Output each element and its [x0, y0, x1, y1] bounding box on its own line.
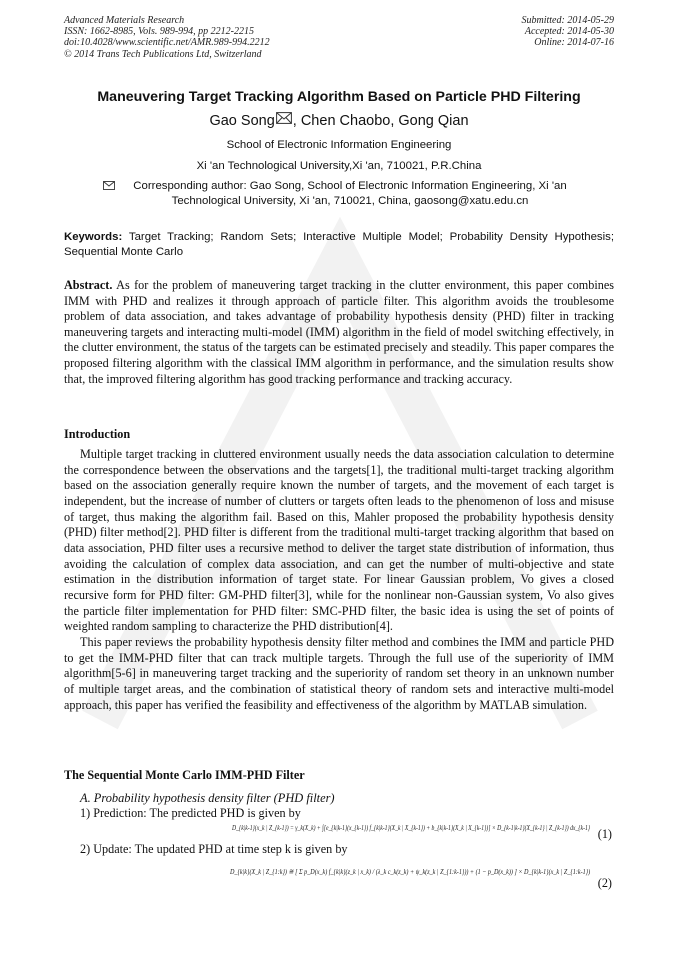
- keywords: [64, 230, 614, 261]
- keywords-text: Target Tracking; Random Sets; Interactive Multiple Model; Probability Density Hypothesis; Sequential Monte Carlo: [64, 231, 614, 259]
- equation-1: D_{k|k-1}(x_k | Z_{k-1}) = γ_k(X_k) + ∫[e_{k|k-1}(x_{k-1}) f_{k|k-1}(X_k | X_{k-1}) + b_{k|k-1}(X_k | X_{k-1})] × D_{k-1|k-1}(X_{k-1} | Z_{k-1}) dx_{k-1}: [232, 823, 591, 832]
- journal-header-right: [414, 15, 614, 49]
- author-list: [40, 112, 638, 130]
- introduction-heading: Introduction: [64, 427, 131, 441]
- equation-2-number: (2): [597, 876, 612, 890]
- prediction-step: 1) Prediction: The predicted PHD is given by: [80, 806, 301, 820]
- section-heading: The Sequential Monte Carlo IMM-PHD Filter: [64, 768, 305, 782]
- equation-2: D_{k|k}(X_k | Z_{1:k}) ≅ [ Σ p_D(x_k) f_{k|k}(z_k | x_k) / (λ_k c_k(z_k) + ψ_k(z_k | Z_{1:k-1})) + (1 − p_D(x_k)) ] × D_{k|k-1}(x_k | Z_{1:k-1}): [230, 867, 591, 876]
- journal-issn: ISSN: 1662-8985, Vols. 989-994, pp 2212-2215: [64, 26, 254, 38]
- keywords-label: Keywords:: [64, 231, 123, 243]
- envelope-icon: [103, 181, 115, 190]
- author-rest: , Chen Chaobo, Gong Qian: [292, 113, 469, 129]
- affiliation-school: School of Electronic Information Engineering: [226, 139, 452, 151]
- accepted-date: Accepted: 2014-05-30: [524, 26, 614, 38]
- journal-header-left: [64, 15, 384, 60]
- affiliation-university: Xi 'an Technological University,Xi 'an, 710021, P.R.China: [196, 160, 482, 172]
- submitted-date: Submitted: 2014-05-29: [521, 15, 614, 26]
- introduction-body: [64, 447, 614, 713]
- author-first: Gao Song: [209, 113, 275, 129]
- journal-copyright: © 2014 Trans Tech Publications Ltd, Switzerland: [64, 48, 262, 60]
- corresponding-line-2: Technological University, Xi 'an, 710021, China, gaosong@xatu.edu.cn: [171, 194, 529, 207]
- corresponding-line-1: Corresponding author: Gao Song, School of Electronic Information Engineering, Xi 'an: [133, 180, 567, 192]
- abstract: [64, 278, 614, 387]
- journal-doi: doi:10.4028/www.scientific.net/AMR.989-994.2212: [64, 37, 270, 49]
- online-date: Online: 2014-07-16: [534, 37, 614, 49]
- abstract-text: As for the problem of maneuvering target tracking in the clutter environment, this paper combines IMM with PHD and realizes it through approach of particle filter. This algorithm avoids the troublesome problem of data association, and takes advantage of probability hypothesis density (PHD) filter in tracking maneuvering targets and interacting multi-model (IMM) algorithm in the field of model switching effectively, in the clutter environment, the status of the targets can be estimated precisely and steadily. This paper compares the proposed filtering algorithm with the classical IMM algorithm in performance, and the simulation results show that, the improved filtering algorithm has good tracking performance and tracking accuracy.: [64, 278, 614, 386]
- update-step: 2) Update: The updated PHD at time step k is given by: [80, 842, 348, 856]
- abstract-label: Abstract.: [64, 278, 113, 292]
- subsection-heading: A. Probability hypothesis density filter (PHD filter): [80, 791, 335, 805]
- intro-paragraph-2: This paper reviews the probability hypothesis density filter method and combines the IMM and particle PHD to get the IMM-PHD filter that can track multiple targets. Through the full use of the superiority of IMM algorithm[5-6] in maneuvering target tracking and the superiority of random set theory in an unknown number of multiple target areas, and the combination of statistical theory of random sets and interactive multi-model approach, this paper has verified the feasibility and effectiveness of the algorithm by MATLAB simulation.: [64, 634, 614, 712]
- intro-paragraph-1: Multiple target tracking in cluttered environment usually needs the data association calculation to determine the correspondence between the observations and the targets[1], the traditional multi-target tracking algorithm based on the association generally require known the number of targets, and the movement of each target is independent, but the increase of number of clutters or targets often leads to the phenomenon of loss and misuse of target, thus making the algorithm fail. Based on this, Mahler proposed the probability hypothesis density (PHD) filter method[2]. PHD filter is different from the traditional multi-target tracking algorithm that based on data association, PHD filter uses a recursive method to deliver the target state distribution of information, thus avoiding the calculation of complex data association, and can get the number of multi-objective and state estimation in the distribution information of target state. For linear Gaussian problem, Vo gives a closed recursive form for PHD filter: GM-PHD filter[3], while for the nonlinear non-Gaussian system, Vo also gives the particle filter implementation for PHD filter: SMC-PHD filter, the basic idea is using the set of points of weighted random sampling to characterize the PHD distribution[4].: [64, 447, 614, 634]
- corresponding-author: [100, 179, 600, 208]
- envelope-icon: [276, 112, 292, 124]
- paper-title: Maneuvering Target Tracking Algorithm Based on Particle PHD Filtering: [97, 89, 581, 105]
- journal-name: Advanced Materials Research: [64, 15, 185, 26]
- equation-1-number: (1): [597, 827, 612, 841]
